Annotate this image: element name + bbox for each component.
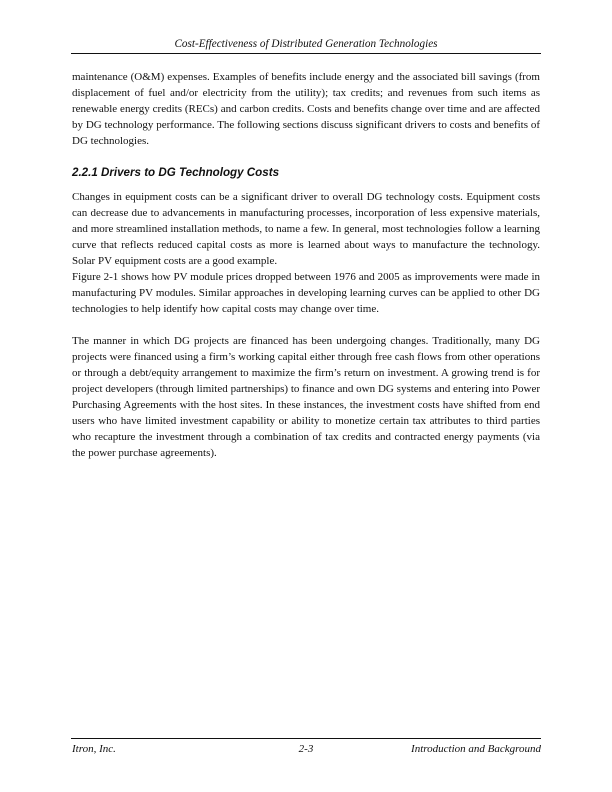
page-content (72, 69, 540, 459)
footer-company: Itron, Inc. (72, 743, 116, 755)
body-paragraph: Changes in equipment costs can be a significant driver to overall DG technology costs. Equipment costs can decrease due to advancements in manufacturing processes, incorporation of less expensive materials, and more streamlined installation methods, to name a few. In general, most technologies follow a learning curve that reflects reduced capital costs as more is learned about ways to manufacture the technology. Solar PV equipment costs are a good example. (72, 191, 540, 267)
body-paragraph: The manner in which DG projects are financed has been undergoing changes. Traditionally, many DG projects were financed using a firm’s working capital either through free cash flows from other operations or through a debt/equity arrangement to maximize the firm’s return on investment. A growing trend is for project developers (through limited partnerships) to finance and own DG systems and entering into Power Purchasing Agreements with the host sites. In these instances, the investment costs have shifted from end users who have limited investment capability or ability to monetize certain tax attributes to third parties who recapture the investment through a combination of tax credits and contracted energy payments (via the power purchase agreements). (72, 335, 540, 459)
section-heading: 2.2.1 Drivers to DG Technology Costs (72, 166, 280, 179)
body-paragraph: maintenance (O&M) expenses. Examples of benefits include energy and the associated bill savings (from displacement of fuel and/or electricity from the utility); tax credits; and revenues from such items as renewable energy credits (RECs) and carbon credits. Costs and benefits change over time and are affected by DG technology performance. The following sections discuss significant drivers to costs and benefits of DG technologies. (72, 71, 540, 147)
header-rule (71, 53, 541, 54)
footer-rule (71, 738, 541, 739)
running-footer (71, 743, 541, 757)
body-paragraph: Figure 2-1 shows how PV module prices dropped between 1976 and 2005 as improvements were made in manufacturing PV modules. Similar approaches in developing learning curves can be applied to other DG technologies to help identify how capital costs may change over time. (72, 271, 540, 315)
running-header: Cost-Effectiveness of Distributed Generation Technologies (174, 38, 438, 50)
page-number: 2-3 (298, 743, 314, 755)
footer-chapter: Introduction and Background (411, 743, 541, 755)
